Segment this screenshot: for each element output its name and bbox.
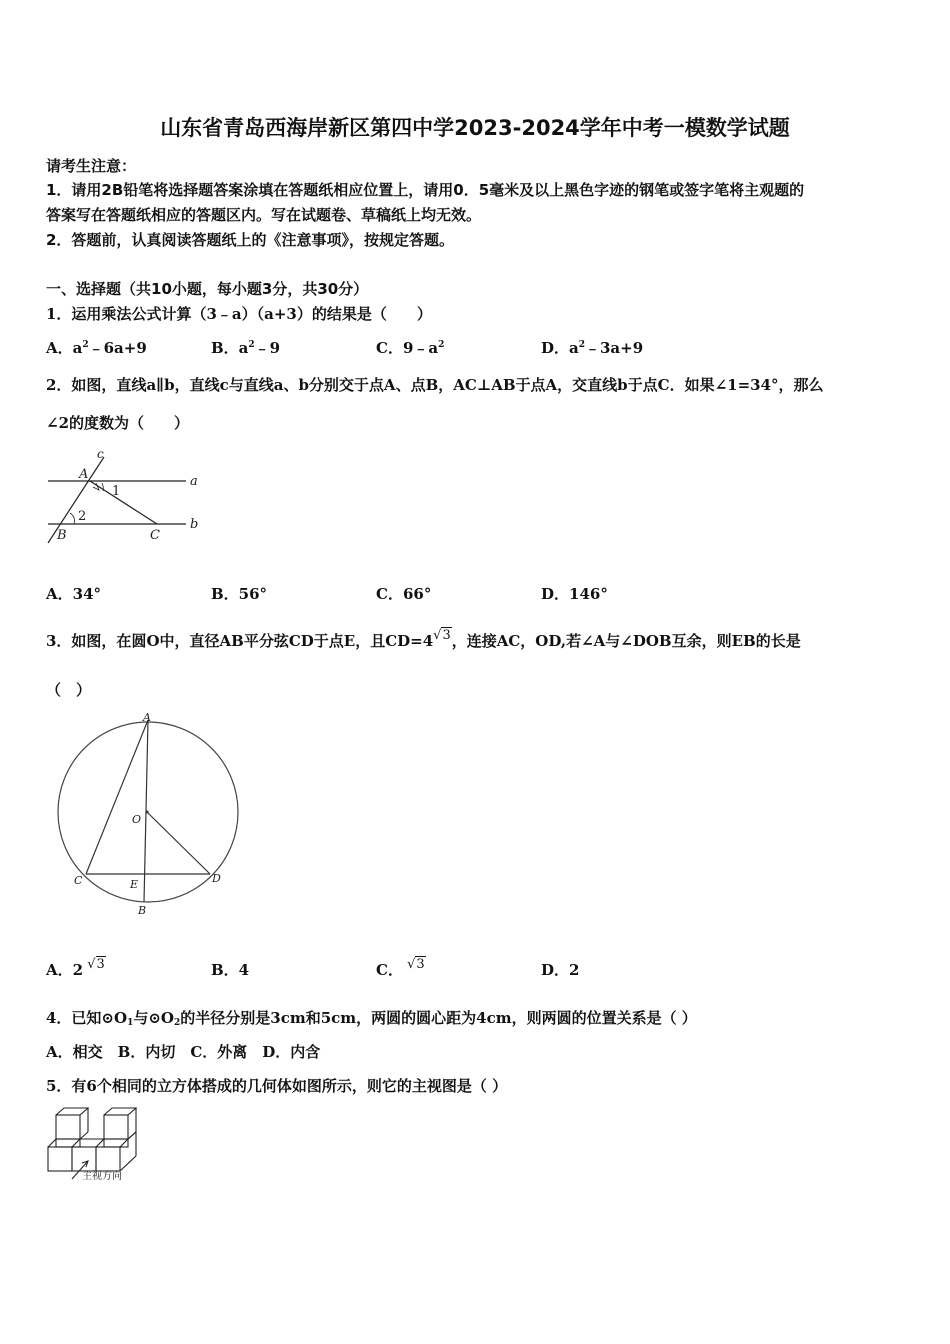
notice-line-3: 2．答题前，认真阅读答题纸上的《注意事项》，按规定答题。: [46, 231, 454, 249]
q2-figure-parallel-lines: [40, 445, 210, 550]
notice-line-1: 1．请用2B铅笔将选择题答案涂填在答题纸相应位置上，请用0．5毫米及以上黑色字迹的钢笔或签字笔将主观题的: [46, 181, 805, 199]
label-A: A: [79, 467, 89, 482]
page-title: 山东省青岛西海岸新区第四中学2023-2024学年中考一模数学试题: [160, 116, 790, 140]
label-angle-1: 1: [112, 484, 121, 499]
q3-option-c[interactable]: C． √3: [376, 957, 425, 979]
q4-options[interactable]: A．相交 B．内切 C．外离 D．内含: [46, 1043, 321, 1061]
label-C: C: [74, 874, 83, 887]
q1-option-d[interactable]: D．$a^2﹣3a+9$: [541, 339, 644, 357]
label-angle-2: 2: [78, 509, 87, 524]
label-b: b: [190, 517, 199, 532]
question-3-line-1: 3．如图，在圆O中，直径AB平分弦CD于点E，且CD=4√3，连接AC，OD,若∠A与∠DOB互余，则EB的长是: [46, 628, 801, 650]
label-O: O: [132, 813, 142, 826]
q2-option-b[interactable]: B．56°: [211, 585, 268, 603]
notice-line-2: 答案写在答题纸相应的答题区内。写在试题卷、草稿纸上均无效。: [46, 206, 482, 224]
label-c: c: [97, 447, 104, 461]
q1-option-b[interactable]: B．$a^2﹣9$: [211, 339, 281, 357]
q2-option-c[interactable]: C．66°: [376, 585, 432, 603]
question-1-stem: 1．运用乘法公式计算（3﹣a）（a+3）的结果是（ ）: [46, 305, 432, 323]
label-a: a: [190, 474, 198, 489]
q5-figure-cubes: [44, 1105, 154, 1185]
q2-option-a[interactable]: A．34°: [46, 585, 102, 603]
notice-heading: 请考生注意：: [46, 157, 137, 175]
section-heading: 一、选择题（共10小题，每小题3分，共30分）: [46, 280, 369, 298]
label-E: E: [130, 878, 139, 891]
q3-figure-circle: [50, 708, 270, 923]
question-2-line-2: ∠2的度数为（ ）: [46, 414, 190, 432]
question-3-line-2: （ ）: [46, 681, 92, 699]
question-5-stem: 5．有6个相同的立方体搭成的几何体如图所示，则它的主视图是（ ）: [46, 1077, 508, 1095]
q1-option-c[interactable]: C．$9﹣a^2$: [376, 339, 445, 357]
label-B: B: [138, 904, 147, 917]
q2-option-d[interactable]: D．146°: [541, 585, 608, 603]
question-4-stem: 4．已知$⊙O_1$与$⊙O_2$的半径分别是3cm和5cm，两圆的圆心距为4cm，则两圆的位置关系是（ ）: [46, 1009, 697, 1028]
q3-option-d[interactable]: D．2: [541, 961, 580, 979]
label-B: B: [57, 528, 67, 543]
q1-option-a[interactable]: A．$a^2﹣6a+9$: [46, 339, 147, 357]
question-2-line-1: 2．如图，直线a∥b，直线c与直线a、b分别交于点A、点B，AC⊥AB于点A，交直线b于点C．如果∠1=34°，那么: [46, 376, 824, 394]
label-A: A: [143, 711, 151, 724]
q3-option-b[interactable]: B．4: [211, 961, 250, 979]
label-D: D: [212, 872, 221, 885]
label-C: C: [150, 528, 160, 543]
q3-option-a[interactable]: A．2 √3: [46, 957, 105, 979]
label-main-view-direction: 主视方向: [82, 1171, 122, 1182]
